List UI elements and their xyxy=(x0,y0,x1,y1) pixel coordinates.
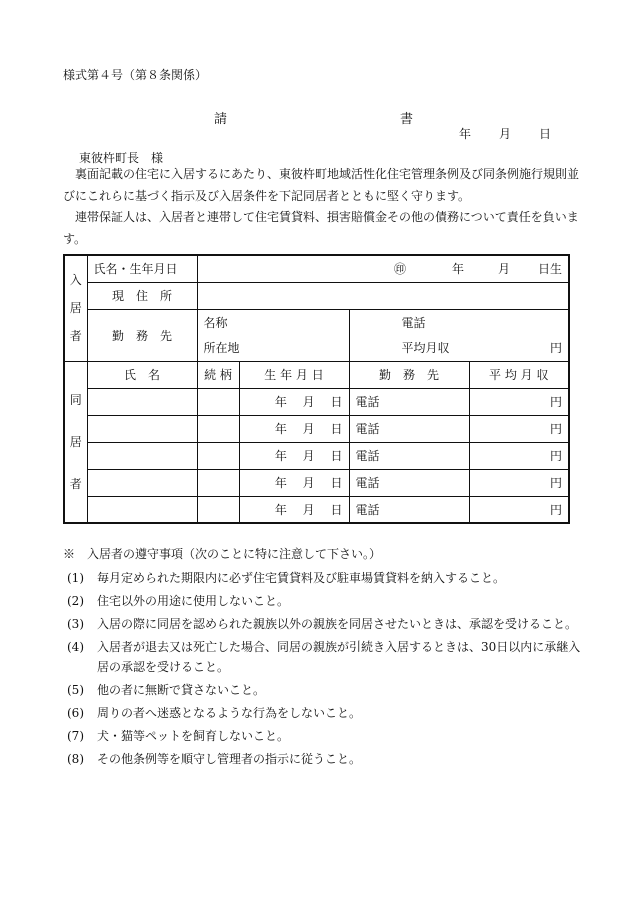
cohabitant-name-cell[interactable] xyxy=(87,469,197,496)
cohabitant-income-cell[interactable]: 円 xyxy=(469,469,569,496)
applicant-table xyxy=(63,254,570,524)
cohabitant-name-cell[interactable] xyxy=(87,415,197,442)
list-item xyxy=(63,591,583,611)
cohabitant-dob-cell[interactable]: 年 月 日 xyxy=(239,469,349,496)
cohabitant-dob-cell[interactable]: 年 月 日 xyxy=(239,415,349,442)
cohabitant-name-cell[interactable] xyxy=(87,496,197,523)
seal-mark: ㊞ xyxy=(393,262,406,277)
list-item xyxy=(63,614,583,634)
cohabitant-relation-cell[interactable] xyxy=(197,496,239,523)
rule-number: (3) xyxy=(67,617,84,631)
cohabitant-dob-cell[interactable]: 年 月 日 xyxy=(239,442,349,469)
table-row xyxy=(64,415,569,442)
tenant-label-char: 者 xyxy=(69,329,82,344)
cohabitant-section-label xyxy=(64,361,87,523)
col-header-income: 平 均 月 収 xyxy=(469,361,569,388)
address-field[interactable] xyxy=(197,282,569,309)
date-year: 年 xyxy=(459,127,472,141)
cohabitant-name-cell[interactable] xyxy=(87,442,197,469)
name-dob-label: 氏名・生年月日 xyxy=(87,255,197,282)
paragraph-guarantor-text: 連帯保証人は、入居者と連帯して住宅賃貸料、損害賠償金その他の債務について責任を負います。 xyxy=(63,210,579,246)
income-label: 平均月収 xyxy=(401,341,450,356)
company-name-field[interactable] xyxy=(197,309,349,335)
cohabitant-dob-cell[interactable]: 年 月 日 xyxy=(239,388,349,415)
table-row xyxy=(64,496,569,523)
cohabitant-label-char: 者 xyxy=(69,476,82,491)
rule-text: 入居者が退去又は死亡した場合、同居の親族が引続き入居するときは、30日以内に承継入居の承認を受けること。 xyxy=(97,640,581,674)
rule-number: (4) xyxy=(67,640,84,654)
date-month: 月 xyxy=(499,127,512,141)
list-item xyxy=(63,568,583,588)
tenant-label-char: 居 xyxy=(69,301,82,316)
tenant-label-char: 入 xyxy=(69,273,82,288)
rule-text: 入居の際に同居を認められた親族以外の親族を同居させたいときは、承認を受けること。 xyxy=(97,617,578,631)
company-name-label: 名称 xyxy=(203,315,228,330)
col-header-dob: 生 年 月 日 xyxy=(239,361,349,388)
col-header-name: 氏 名 xyxy=(87,361,197,388)
tenant-section-label xyxy=(64,255,87,361)
cohabitant-relation-cell[interactable] xyxy=(197,469,239,496)
paragraph-guarantor xyxy=(63,207,583,250)
rule-text: その他条例等を順守し管理者の指示に従うこと。 xyxy=(97,752,362,766)
tenant-rules-heading: ※ 入居者の遵守事項（次のことに特に注意して下さい。） xyxy=(63,547,382,561)
cohabitant-dob-cell[interactable]: 年 月 日 xyxy=(239,496,349,523)
cohabitant-workplace-cell[interactable]: 電話 xyxy=(349,469,469,496)
company-location-field[interactable] xyxy=(197,335,349,361)
list-item xyxy=(63,703,583,723)
cohabitant-workplace-cell[interactable]: 電話 xyxy=(349,442,469,469)
rule-text: 周りの者へ迷惑となるような行為をしないこと。 xyxy=(97,706,362,720)
rule-text: 住宅以外の用途に使用しないこと。 xyxy=(97,594,290,608)
cohabitant-workplace-cell[interactable]: 電話 xyxy=(349,388,469,415)
col-header-relation: 続 柄 xyxy=(197,361,239,388)
table-row xyxy=(64,388,569,415)
company-phone-label: 電話 xyxy=(401,315,426,330)
income-yen: 円 xyxy=(549,341,562,356)
tenant-rules xyxy=(63,545,583,772)
cohabitant-income-cell[interactable]: 円 xyxy=(469,442,569,469)
cohabitant-workplace-cell[interactable]: 電話 xyxy=(349,496,469,523)
income-field[interactable] xyxy=(349,335,569,361)
rule-number: (1) xyxy=(67,571,84,585)
date-day: 日 xyxy=(539,127,552,141)
rule-number: (8) xyxy=(67,752,84,766)
cohabitant-workplace-cell[interactable]: 電話 xyxy=(349,415,469,442)
table-row xyxy=(64,469,569,496)
dob-month: 月 xyxy=(497,262,510,277)
rule-number: (5) xyxy=(67,683,84,697)
list-item xyxy=(63,680,583,700)
list-item xyxy=(63,637,583,677)
title-char-1: 請 xyxy=(214,112,228,127)
cohabitant-relation-cell[interactable] xyxy=(197,415,239,442)
rule-number: (6) xyxy=(67,706,84,720)
form-number: 様式第４号（第８条関係） xyxy=(63,68,208,82)
company-location-label: 所在地 xyxy=(203,341,240,356)
dob-year: 年 xyxy=(451,262,464,277)
cohabitant-income-cell[interactable]: 円 xyxy=(469,388,569,415)
address-label: 現 住 所 xyxy=(87,282,197,309)
rule-number: (7) xyxy=(67,729,84,743)
title-char-2: 書 xyxy=(400,112,414,127)
name-dob-field[interactable] xyxy=(197,255,569,282)
date-line xyxy=(459,125,551,142)
addressee: 東彼杵町長 様 xyxy=(79,151,164,165)
workplace-label: 勤 務 先 xyxy=(87,309,197,361)
rule-text: 毎月定められた期限内に必ず住宅賃貸料及び駐車場賃貸料を納入すること。 xyxy=(97,571,506,585)
cohabitant-income-cell[interactable]: 円 xyxy=(469,496,569,523)
cohabitant-relation-cell[interactable] xyxy=(197,442,239,469)
cohabitant-label-char: 同 xyxy=(69,392,82,407)
rule-text: 犬・猫等ペットを飼育しないこと。 xyxy=(97,729,290,743)
cohabitant-relation-cell[interactable] xyxy=(197,388,239,415)
cohabitant-label-char: 居 xyxy=(69,434,82,449)
rule-number: (2) xyxy=(67,594,84,608)
cohabitant-name-cell[interactable] xyxy=(87,388,197,415)
company-phone-field[interactable] xyxy=(349,309,569,335)
rule-text: 他の者に無断で貸さないこと。 xyxy=(97,683,266,697)
list-item xyxy=(63,726,583,746)
list-item xyxy=(63,749,583,769)
table-row xyxy=(64,442,569,469)
col-header-workplace: 勤 務 先 xyxy=(349,361,469,388)
paragraph-pledge xyxy=(63,164,583,207)
cohabitant-income-cell[interactable]: 円 xyxy=(469,415,569,442)
dob-day-suffix: 日生 xyxy=(537,262,562,277)
paragraph-pledge-text: 裏面記載の住宅に入居するにあたり、東彼杵町地域活性化住宅管理条例及び同条例施行規則並びにこれらに基づく指示及び入居条件を下記同居者とともに堅く守ります。 xyxy=(63,167,580,203)
